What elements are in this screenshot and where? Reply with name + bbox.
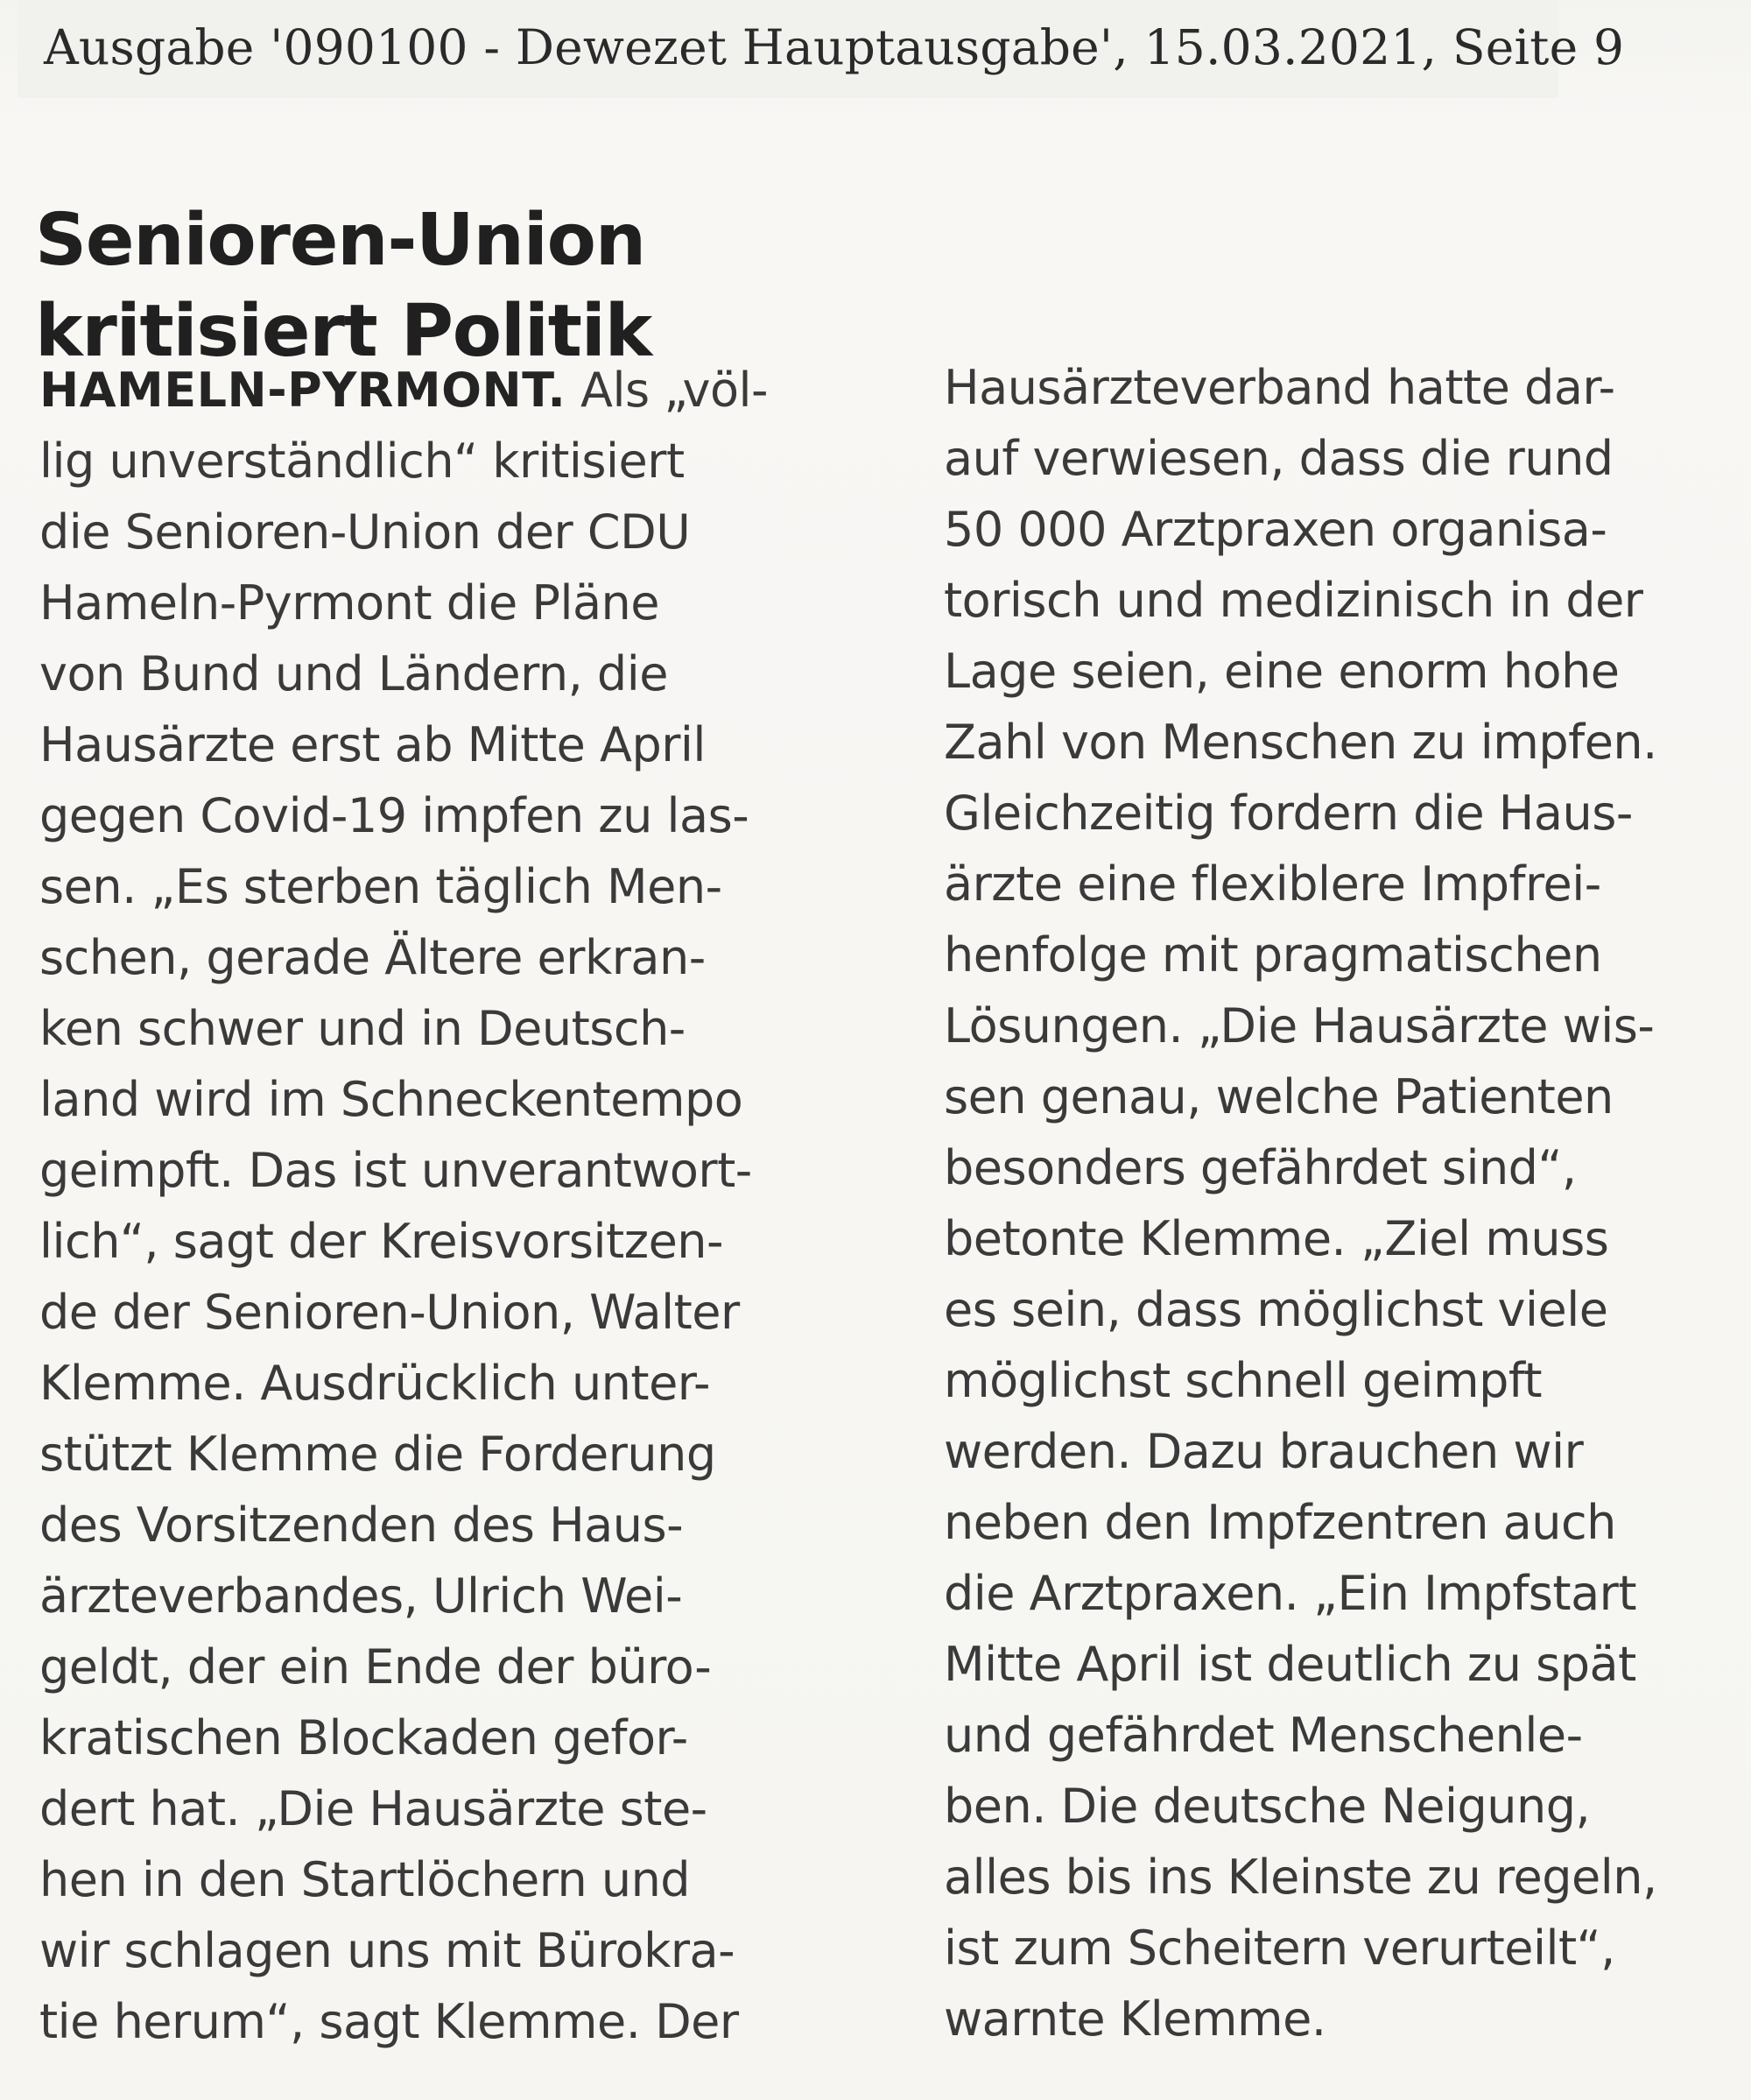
article-line: und gefährdet Menschenle- <box>944 1708 1583 1763</box>
article-line: alles bis ins Kleinste zu regeln, <box>944 1850 1657 1905</box>
article-line: Zahl von Menschen zu impfen. <box>944 715 1657 770</box>
article-line: besonders gefährdet sind“, <box>944 1140 1577 1195</box>
headline-line: Senioren-Union <box>35 198 645 282</box>
article-line: werden. Dazu brauchen wir <box>944 1424 1584 1479</box>
article-line: möglichst schnell geimpft <box>944 1353 1543 1408</box>
article-line: Gleichzeitig fordern die Haus- <box>944 786 1633 841</box>
article-headline <box>35 195 823 377</box>
article-line: ken schwer und in Deutsch- <box>39 1001 686 1056</box>
article-line: Mitte April ist deutlich zu spät <box>944 1637 1636 1692</box>
article-line: land wird im Schneckentempo <box>39 1072 743 1127</box>
article-line: hen in den Startlöchern und <box>39 1852 691 1907</box>
article-line: Hameln-Pyrmont die Pläne <box>39 575 659 631</box>
article-line: Hausärzteverband hatte dar- <box>944 360 1615 415</box>
source-line: Ausgabe '090100 - Dewezet Hauptausgabe', 15.03.2021, Seite 9 <box>44 19 1625 75</box>
article-line-text: Als „völ- <box>566 363 769 418</box>
article-right-column <box>944 352 1723 2054</box>
article-line: schen, gerade Ältere erkran- <box>39 930 706 985</box>
article-line: de der Senioren-Union, Walter <box>39 1285 740 1340</box>
article-line: des Vorsitzenden des Haus- <box>39 1497 684 1553</box>
article-line: Klemme. Ausdrücklich unter- <box>39 1356 711 1411</box>
article-line: lich“, sagt der Kreisvorsitzen- <box>39 1214 723 1269</box>
article-line: auf verwiesen, dass die rund <box>944 431 1614 486</box>
article-line <box>39 355 845 426</box>
dateline: HAMELN-PYRMONT. <box>39 363 566 418</box>
article-line: Lösungen. „Die Hausärzte wis- <box>944 998 1655 1054</box>
article-line: 50 000 Arztpraxen organisa- <box>944 502 1607 557</box>
article-line: Hausärzte erst ab Mitte April <box>39 717 706 772</box>
article-line: wir schlagen uns mit Bürokra- <box>39 1923 735 1978</box>
article-line: sen. „Es sterben täglich Men- <box>39 859 722 914</box>
article-line: dert hat. „Die Hausärzte ste- <box>39 1781 707 1836</box>
article-line: von Bund und Ländern, die <box>39 646 668 701</box>
article-line: warnte Klemme. <box>944 1991 1326 2047</box>
article-line: tie herum“, sagt Klemme. Der <box>39 1994 739 2049</box>
article-line: torisch und medizinisch in der <box>944 573 1643 628</box>
article-line: geimpft. Das ist unverantwort- <box>39 1143 752 1198</box>
article-left-column <box>39 355 845 2057</box>
article-line: die Senioren-Union der CDU <box>39 504 691 560</box>
article-line: kratischen Blockaden gefor- <box>39 1710 688 1765</box>
article-line: betonte Klemme. „Ziel muss <box>944 1211 1609 1266</box>
article-line: gegen Covid-19 impfen zu las- <box>39 788 749 843</box>
article-line: die Arztpraxen. „Ein Impfstart <box>944 1566 1637 1621</box>
article-line: ärzteverbandes, Ulrich Wei- <box>39 1568 683 1624</box>
article-line: ben. Die deutsche Neigung, <box>944 1779 1591 1834</box>
article-line: neben den Impfzentren auch <box>944 1495 1616 1550</box>
article-line: henfolge mit pragmatischen <box>944 927 1602 983</box>
headline-line: kritisiert Politik <box>35 289 651 373</box>
article-line: sen genau, welche Patienten <box>944 1069 1614 1124</box>
article-line: lig unverständlich“ kritisiert <box>39 433 685 489</box>
article-line: geldt, der ein Ende der büro- <box>39 1639 712 1695</box>
article-line: Lage seien, eine enorm hohe <box>944 644 1620 699</box>
article-line: es sein, dass möglichst viele <box>944 1282 1608 1337</box>
article-line: ist zum Scheitern verurteilt“, <box>944 1920 1615 1976</box>
article-line: ärzte eine flexiblere Impfrei- <box>944 856 1601 912</box>
article-line: stützt Klemme die Forderung <box>39 1427 716 1482</box>
